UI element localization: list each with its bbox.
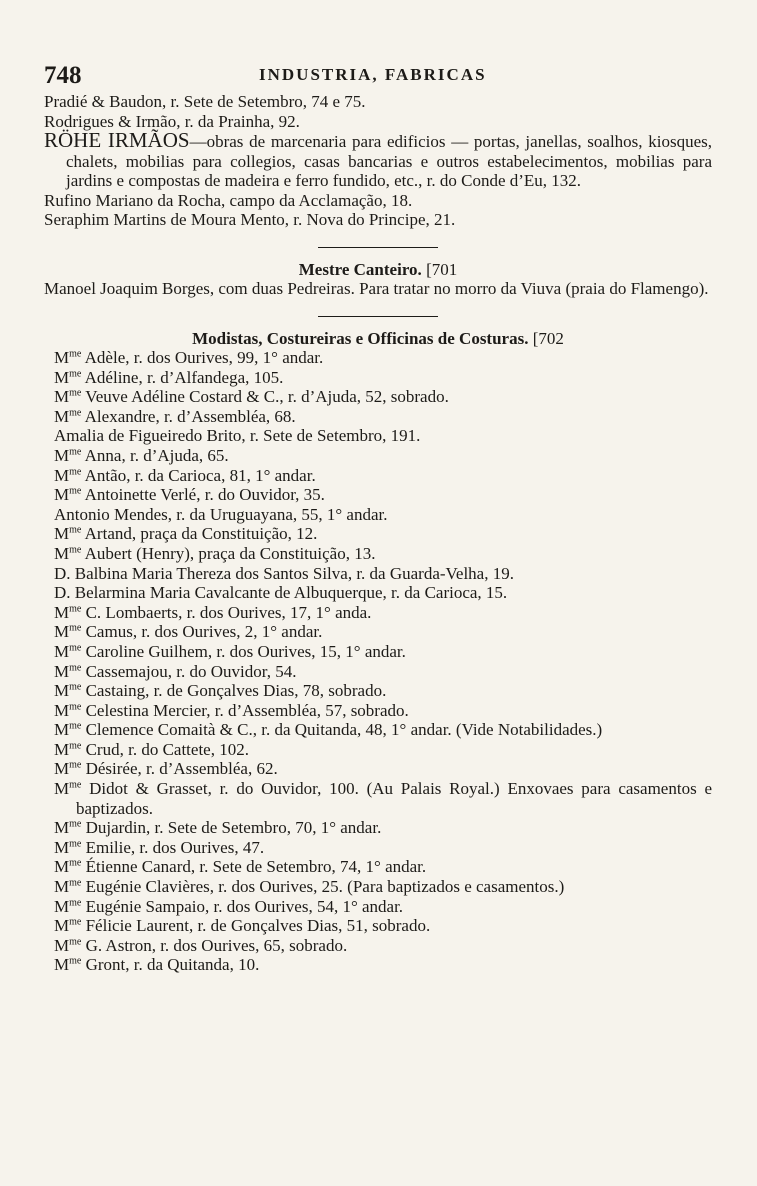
list-item-text: Antão, r. da Carioca, 81, 1° andar. (84, 465, 316, 485)
list-item-text: Eugénie Sampaio, r. dos Ourives, 54, 1° andar. (85, 896, 404, 916)
list-item (54, 524, 712, 544)
mme-prefix: $M^{me}$ (54, 935, 82, 955)
list-item-text: Aubert (Henry), praça da Constituição, 13. (84, 543, 376, 563)
mme-prefix-superscript: me (69, 759, 82, 771)
list-item (54, 818, 712, 838)
mme-prefix-superscript: me (69, 701, 82, 713)
list-item-text: Celestina Mercier, r. d’Assembléa, 57, sobrado. (85, 700, 409, 720)
mme-prefix-superscript: me (69, 857, 82, 869)
list-item-text: G. Astron, r. dos Ourives, 65, sobrado. (85, 935, 348, 955)
list-item-text: Antonio Mendes, r. da Uruguayana, 55, 1° andar. (54, 504, 388, 524)
mme-prefix: $M^{me}$ (54, 739, 82, 759)
section-title-canteiro (44, 260, 712, 280)
mme-prefix-superscript: me (69, 936, 82, 948)
list-item (54, 955, 712, 975)
list-item (54, 701, 712, 721)
entry-pradie: Pradié & Baudon, r. Sete de Setembro, 74 e 75. (44, 92, 366, 111)
list-item-text: Castaing, r. de Gonçalves Dias, 78, sobrado. (85, 681, 387, 701)
mme-prefix-superscript: me (69, 916, 82, 928)
list-item (54, 857, 712, 877)
list-item-text: Artand, praça da Constituição, 12. (84, 524, 318, 544)
mme-prefix: $M^{me}$ (54, 641, 82, 661)
mme-prefix: $M^{me}$ (54, 955, 82, 975)
list-item-text: Caroline Guilhem, r. dos Ourives, 15, 1° andar. (85, 641, 406, 661)
list-item (54, 348, 712, 368)
mme-prefix-superscript: me (69, 818, 82, 830)
list-item (54, 779, 712, 818)
list-item-text: Antoinette Verlé, r. do Ouvidor, 35. (84, 485, 325, 505)
mme-prefix-superscript: me (69, 740, 82, 752)
mme-prefix-superscript: me (69, 661, 82, 673)
list-item (54, 662, 712, 682)
running-title: INDUSTRIA, FABRICAS (259, 65, 487, 84)
mme-prefix: $M^{me}$ (54, 916, 82, 936)
list-item-text: Didot & Grasset, r. do Ouvidor, 100. (Au Palais Royal.) Enxovaes para casamentos e baptizados. (76, 779, 712, 818)
entry-rohe-irmaos (44, 128, 712, 191)
mme-prefix-superscript: me (69, 877, 82, 889)
entry-manoel-borges: Manoel Joaquim Borges, com duas Pedreiras. Para tratar no morro da Viuva (praia do Flamengo). (44, 279, 709, 298)
list-item (54, 485, 712, 505)
list-item-text: Désirée, r. d’Assembléa, 62. (85, 759, 278, 779)
list-item-text: D. Belarmina Maria Cavalcante de Albuquerque, r. da Carioca, 15. (54, 583, 508, 603)
list-item (54, 407, 712, 427)
list-item (54, 642, 712, 662)
mme-prefix: $M^{me}$ (54, 720, 82, 740)
mme-prefix: $M^{me}$ (54, 837, 82, 857)
page-header (44, 62, 704, 92)
mme-prefix: $M^{me}$ (54, 348, 82, 367)
mme-prefix: $M^{me}$ (54, 759, 82, 779)
mme-prefix: $M^{me}$ (54, 485, 82, 505)
mme-prefix: $M^{me}$ (54, 779, 82, 799)
mme-prefix-superscript: me (69, 465, 82, 477)
list-item-text: Eugénie Clavières, r. dos Ourives, 25. (Para baptizados e casamentos.) (85, 877, 565, 897)
list-item (54, 505, 712, 525)
mme-prefix: $M^{me}$ (54, 877, 82, 897)
list-item-text: Adèle, r. dos Ourives, 99, 1° andar. (84, 348, 324, 367)
mme-prefix: $M^{me}$ (54, 896, 82, 916)
rohe-description: —obras de marcenaria para edificios — portas, janellas, soalhos, kiosques, chalets, mobilias para collegios, casas bancarias e outros estabelecimentos, mobilias para jardins e compostas de madeira e ferro fundido, etc., r. do Conde d’Eu, 132. (66, 132, 712, 190)
list-item (54, 622, 712, 642)
canteiro-title: Mestre Canteiro. (298, 259, 422, 279)
list-item (54, 368, 712, 388)
list-item (54, 877, 712, 897)
list-item (54, 387, 712, 407)
mme-prefix: $M^{me}$ (54, 406, 82, 426)
list-item-text: Félicie Laurent, r. de Gonçalves Dias, 51, sobrado. (85, 916, 431, 936)
mme-prefix: $M^{me}$ (54, 700, 82, 720)
mme-prefix-superscript: me (69, 720, 82, 732)
entry-rufino: Rufino Mariano da Rocha, campo da Acclamação, 18. (44, 190, 413, 210)
mme-prefix: $M^{me}$ (54, 387, 82, 407)
mme-prefix-superscript: me (69, 524, 82, 536)
entry-seraphim: Seraphim Martins de Moura Mento, r. Nova do Principe, 21. (44, 210, 456, 229)
list-item-text: Anna, r. d’Ajuda, 65. (84, 445, 229, 465)
mme-prefix-superscript: me (69, 544, 82, 556)
section-divider (318, 316, 438, 317)
modistas-number: [702 (532, 328, 564, 348)
list-item-text: Étienne Canard, r. Sete de Setembro, 74, 1° andar. (85, 857, 427, 877)
mme-prefix: $M^{me}$ (54, 681, 82, 701)
mme-prefix-superscript: me (69, 367, 82, 379)
mme-prefix: $M^{me}$ (54, 465, 82, 485)
list-item-text: Emilie, r. dos Ourives, 47. (85, 837, 265, 857)
mme-prefix-superscript: me (69, 603, 82, 615)
list-item-text: Camus, r. dos Ourives, 2, 1° andar. (85, 622, 323, 642)
mme-prefix-superscript: me (69, 896, 82, 908)
mme-prefix-superscript: me (69, 681, 82, 693)
mme-prefix: $M^{me}$ (54, 524, 82, 544)
list-item-text: Amalia de Figueiredo Brito, r. Sete de Setembro, 191. (54, 426, 421, 446)
mme-prefix: $M^{me}$ (54, 622, 82, 642)
mme-prefix: $M^{me}$ (54, 367, 82, 387)
modistas-title: Modistas, Costureiras e Officinas de Costuras. (192, 328, 529, 348)
list-item-text: Clemence Comaità & C., r. da Quitanda, 48, 1° andar. (Vide Notabilidades.) (85, 720, 603, 740)
list-item (54, 838, 712, 858)
mme-prefix-superscript: me (69, 485, 82, 497)
list-item (54, 564, 712, 584)
list-item (54, 897, 712, 917)
modistas-list (44, 348, 712, 975)
list-item (54, 936, 712, 956)
section-title-modistas (44, 329, 712, 349)
list-item (54, 583, 712, 603)
list-item-text: Gront, r. da Quitanda, 10. (85, 955, 260, 975)
list-item (54, 426, 712, 446)
page-number: 748 (44, 62, 82, 89)
list-item (54, 916, 712, 936)
list-item (54, 720, 712, 740)
section-divider (318, 247, 438, 248)
list-item (54, 466, 712, 486)
mme-prefix-superscript: me (69, 622, 82, 634)
list-item (54, 544, 712, 564)
mme-prefix-superscript: me (69, 642, 82, 654)
list-item-text: C. Lombaerts, r. dos Ourives, 17, 1° anda. (85, 602, 372, 622)
list-item (54, 681, 712, 701)
mme-prefix-superscript: me (69, 446, 82, 458)
list-item (54, 446, 712, 466)
mme-prefix-superscript: me (69, 348, 82, 360)
mme-prefix: $M^{me}$ (54, 445, 82, 465)
list-item-text: Cassemajou, r. do Ouvidor, 54. (85, 661, 297, 681)
mme-prefix-superscript: me (69, 387, 82, 399)
list-item-text: D. Balbina Maria Thereza dos Santos Silva, r. da Guarda-Velha, 19. (54, 563, 514, 583)
mme-prefix-superscript: me (69, 955, 82, 967)
list-item-text: Dujardin, r. Sete de Setembro, 70, 1° andar. (85, 818, 382, 838)
list-item (54, 603, 712, 623)
mme-prefix-superscript: me (69, 779, 82, 791)
list-item-text: Adéline, r. d’Alfandega, 105. (84, 367, 284, 387)
mme-prefix: $M^{me}$ (54, 857, 82, 877)
mme-prefix: $M^{me}$ (54, 818, 82, 838)
list-item-text: Veuve Adéline Costard & C., r. d’Ajuda, 52, sobrado. (85, 387, 449, 407)
mme-prefix-superscript: me (69, 407, 82, 419)
list-item-text: Alexandre, r. d’Assembléa, 68. (84, 406, 296, 426)
page-body (44, 92, 712, 975)
mme-prefix: $M^{me}$ (54, 543, 82, 563)
canteiro-number: [701 (426, 259, 458, 279)
list-item (54, 759, 712, 779)
entry-rodrigues: Rodrigues & Irmão, r. da Prainha, 92. (44, 111, 300, 131)
list-item (54, 740, 712, 760)
rohe-name: RÖHE IRMÃOS (44, 128, 190, 152)
mme-prefix-superscript: me (69, 838, 82, 850)
list-item-text: Crud, r. do Cattete, 102. (85, 739, 249, 759)
mme-prefix: $M^{me}$ (54, 602, 82, 622)
mme-prefix: $M^{me}$ (54, 661, 82, 681)
